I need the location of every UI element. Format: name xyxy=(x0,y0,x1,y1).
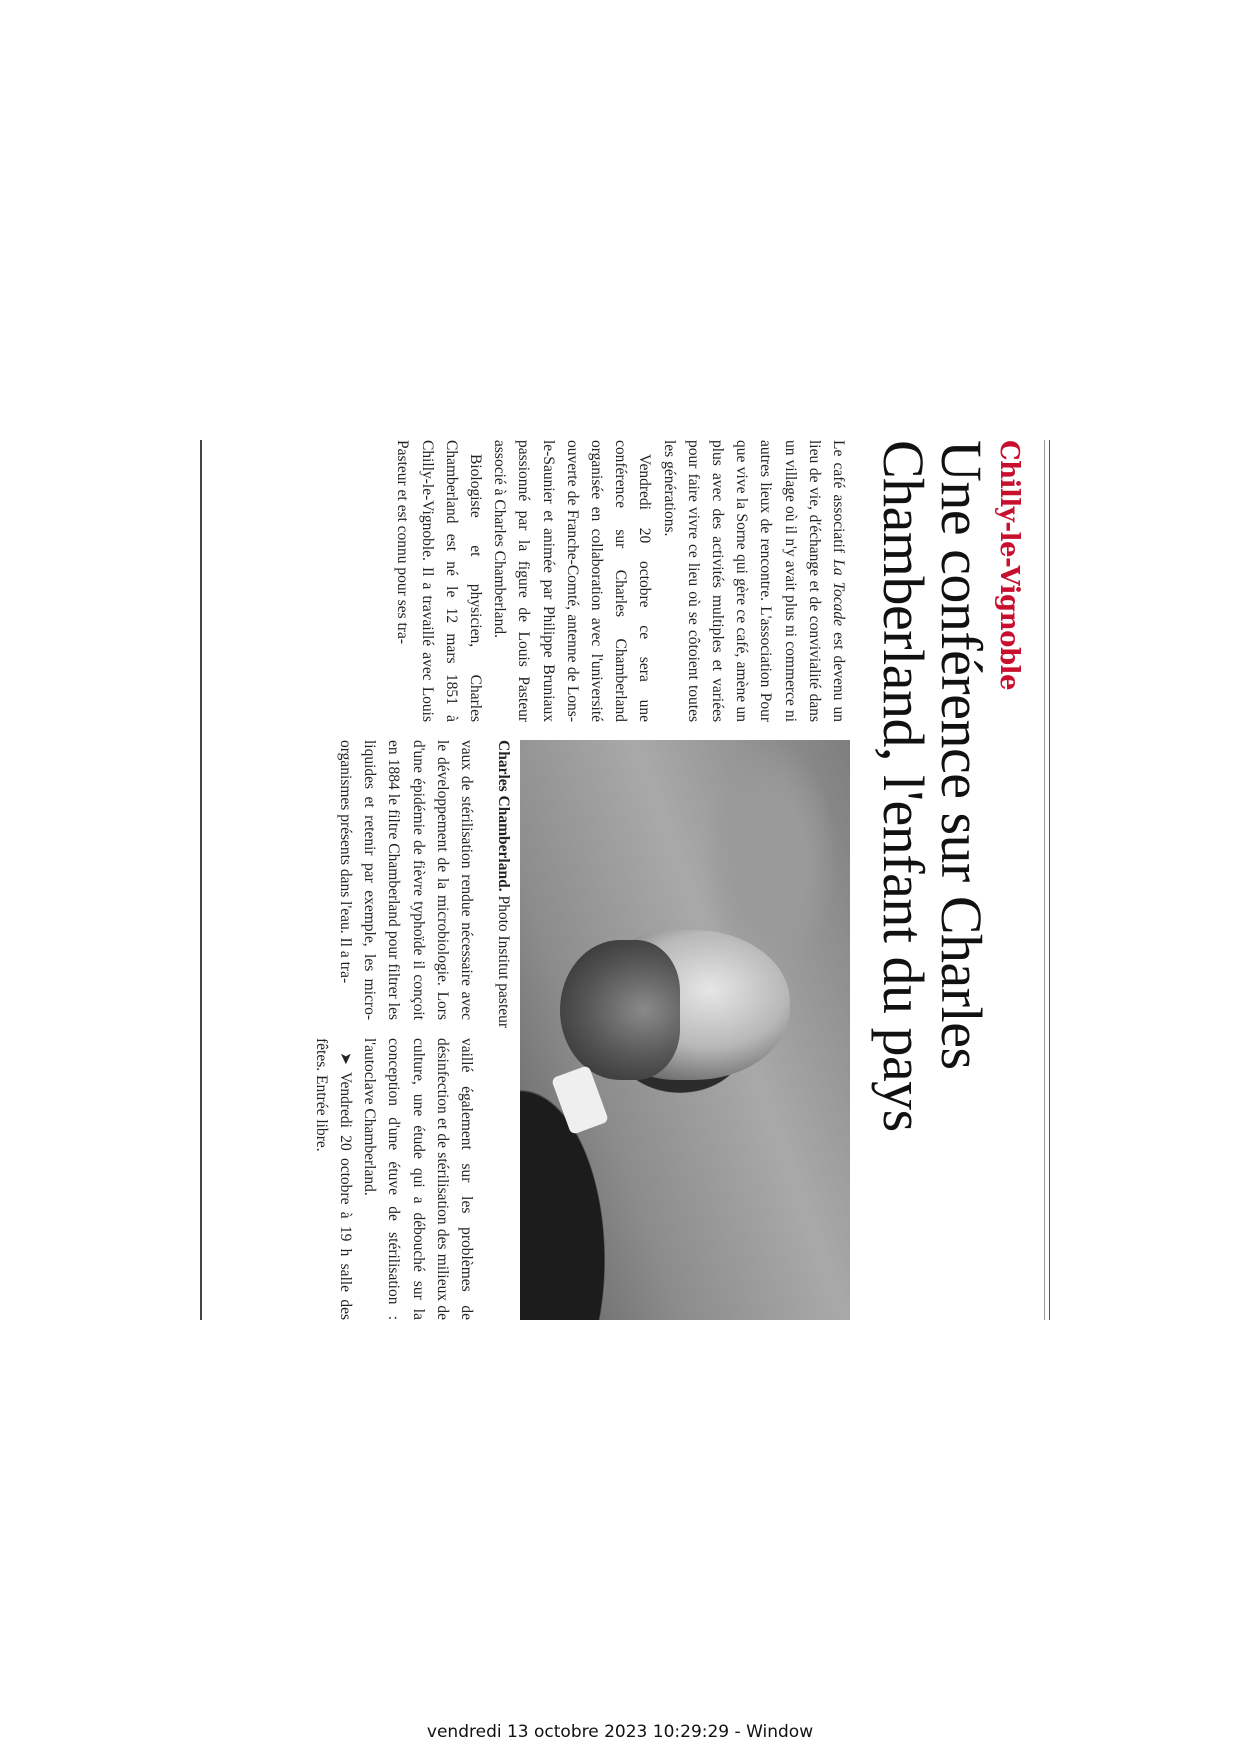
top-rule xyxy=(1049,440,1050,1320)
paragraph-sterilisation: vaux de stérilisation rendue nécessaire avec le développement de la microbiologie. Lors d'une épidémie de fièvre typhoïde il conçoit en 1884 le filtre Chamberland pour filtrer les liquides et retenir par exemple, les micro-organismes présents dans l'eau. Il a tra- xyxy=(336,740,475,1020)
paragraph-conference: Vendredi 20 octobre ce sera une conférence sur Charles Chamberland organisée en collaboration avec l'université ouverte de Franche-Comté, antenne de Lons-le-Saunier et animée par Philippe Bruniaux passionné par la figure de Louis Pasteur associé à Charles Chamberland. xyxy=(491,440,654,722)
paragraph-biography: Biologiste et physicien, Charles Chamberland est né le 12 mars 1851 à Chilly-le-Vignoble. Il a travaillé avec Louis Pasteur et est connu pour ses tra- xyxy=(394,440,484,722)
print-timestamp: vendredi 13 octobre 2023 10:29:29 - Window xyxy=(426,1722,814,1742)
headline-line-1: Une conférence sur Charles xyxy=(929,440,994,1070)
cafe-name: La Tocade xyxy=(830,559,847,626)
photo-caption xyxy=(492,740,514,1320)
bottom-rule xyxy=(200,440,202,1320)
top-rule-thin xyxy=(1044,440,1045,1320)
intro-text-start: Le café associatif xyxy=(830,440,847,560)
portrait-photo xyxy=(520,740,850,1320)
article-column-1 xyxy=(200,440,850,722)
portrait-beard xyxy=(560,940,680,1080)
article-column-3 xyxy=(198,1038,478,1320)
newspaper-clipping xyxy=(200,440,1050,1320)
article-headline xyxy=(871,440,994,1320)
article-kicker: Chilly-le-Vignoble xyxy=(994,440,1024,691)
caption-name: Charles Chamberland. xyxy=(495,740,512,892)
paragraph-intro xyxy=(656,440,850,722)
headline-line-2: Chamberland, l'enfant du pays xyxy=(871,440,936,1132)
intro-text-end: est devenu un lieu de vie, d'échange et de convivialité dans un village où il n'y avait plus ni commerce ni autres lieux de rencontre. L'association Pour que vive la Sorne qui gère ce café, amène un plus avec des activités multiples et variées pour faire vivre ce lieu où se côtoient toutes les générations. xyxy=(660,440,847,722)
event-info: ➤ Vendredi 20 octobre à 19 h salle des fêtes. Entrée libre. xyxy=(312,1038,354,1320)
caption-credit: Photo Institut pasteur xyxy=(495,891,512,1029)
paragraph-autoclave: vaillé également sur les problèmes de désinfection et de stérilisation des milieux de culture, une étude qui a débouché sur la conception d'une étuve de stérilisation : l'autoclave Chamberland. xyxy=(361,1038,475,1320)
article-column-2 xyxy=(198,740,478,1020)
